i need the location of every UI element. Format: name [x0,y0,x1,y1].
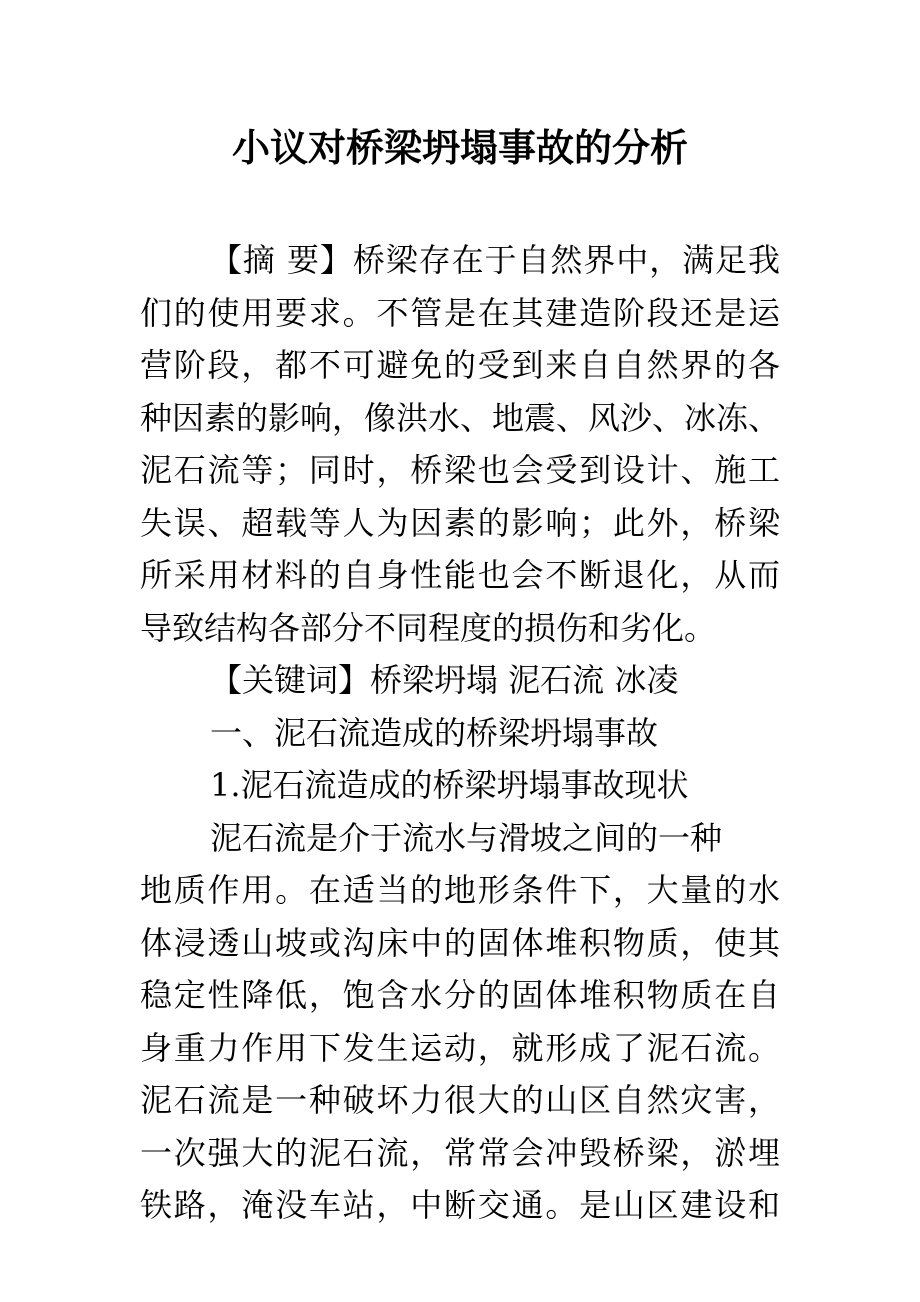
abstract-line: 泥石流等；同时，桥梁也会受到设计、施工 [140,451,780,489]
abstract-line: 导致结构各部分不同程度的损伤和劣化。 [140,608,717,647]
body-line: 地质作用。在适当的地形条件下，大量的水 [140,871,780,909]
document-title: 小议对桥梁坍塌事故的分析 [231,125,688,170]
abstract-paragraph [140,234,780,654]
section-heading [140,707,780,760]
body-line: 泥石流是介于流水与滑坡之间的一种 [210,818,723,857]
body-line: 稳定性降低，饱含水分的固体堆积物质在自 [140,976,780,1014]
body-line: 泥石流是一种破坏力很大的山区自然灾害， [140,1081,780,1119]
abstract-line: 失误、超载等人为因素的影响；此外，桥梁 [140,503,780,542]
keywords-line: 【关键词】桥梁坍塌 泥石流 冰凌 [210,661,679,699]
abstract-line: 种因素的影响，像洪水、地震、风沙、冰冻、 [140,398,781,437]
keywords-paragraph [140,654,780,707]
abstract-line: 【摘 要】桥梁存在于自然界中，满足我 [210,241,780,279]
body-line: 一次强大的泥石流，常常会冲毁桥梁，淤埋 [140,1133,780,1172]
abstract-line: 营阶段，都不可避免的受到来自自然界的各 [140,346,780,384]
body-line: 身重力作用下发生运动，就形成了泥石流。 [140,1028,780,1067]
abstract-line: 所采用材料的自身性能也会不断退化，从而 [140,556,780,594]
subsection-heading-text: 1.泥石流造成的桥梁坍塌事故现状 [210,766,689,804]
document-body [140,234,780,1232]
abstract-line: 们的使用要求。不管是在其建造阶段还是运 [140,293,780,332]
section-heading-text: 一、泥石流造成的桥梁坍塌事故 [210,713,659,752]
body-line: 体浸透山坡或沟床中的固体堆积物质，使其 [140,923,780,962]
body-paragraph [140,812,780,1232]
subsection-heading [140,759,780,812]
body-line: 铁路，淹没车站，中断交通。是山区建设和 [140,1186,780,1224]
